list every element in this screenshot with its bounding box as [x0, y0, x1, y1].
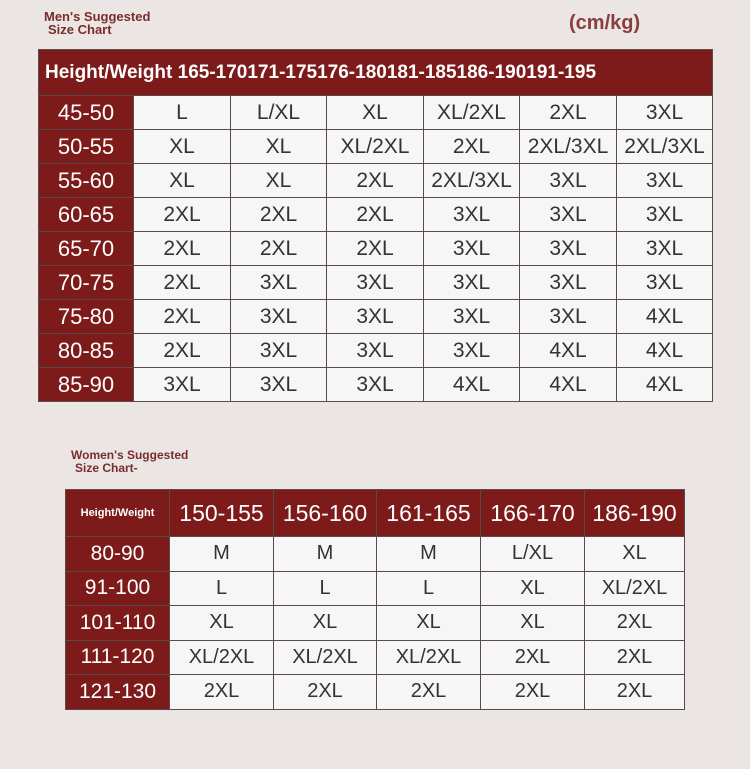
men-size-cell: 4XL	[520, 368, 617, 402]
women-size-cell: 2XL	[170, 675, 274, 710]
women-size-cell: 2XL	[585, 606, 685, 641]
men-table-row	[39, 232, 713, 266]
men-size-cell: 4XL	[617, 300, 713, 334]
men-table-row	[39, 130, 713, 164]
men-title-line2: Size Chart	[48, 22, 112, 37]
women-title-line1: Women's Suggested	[71, 448, 189, 462]
men-size-cell: 2XL	[520, 96, 617, 130]
women-table-row	[66, 537, 685, 572]
women-size-cell: L/XL	[481, 537, 585, 572]
women-size-cell: L	[377, 571, 481, 606]
women-size-cell: 2XL	[274, 675, 377, 710]
men-size-cell: 4XL	[520, 334, 617, 368]
men-size-cell: 3XL	[327, 334, 424, 368]
men-size-cell: 2XL	[327, 164, 424, 198]
men-size-cell: 3XL	[327, 368, 424, 402]
men-table-row	[39, 164, 713, 198]
men-size-cell: 3XL	[520, 198, 617, 232]
men-size-cell: 3XL	[520, 232, 617, 266]
men-size-cell: 2XL	[134, 232, 231, 266]
men-size-cell: 2XL	[134, 198, 231, 232]
men-size-cell: 3XL	[424, 266, 520, 300]
women-size-cell: 2XL	[481, 675, 585, 710]
women-size-cell: 2XL	[481, 640, 585, 675]
men-weight-label: 65-70	[39, 232, 134, 266]
men-table-row	[39, 266, 713, 300]
men-weight-label: 60-65	[39, 198, 134, 232]
men-size-cell: 2XL	[134, 300, 231, 334]
women-size-cell: M	[274, 537, 377, 572]
women-table-row	[66, 606, 685, 641]
men-size-cell: 3XL	[520, 300, 617, 334]
men-size-cell: 3XL	[231, 300, 327, 334]
men-weight-label: 80-85	[39, 334, 134, 368]
men-size-cell: 3XL	[424, 232, 520, 266]
men-size-cell: 2XL	[231, 232, 327, 266]
women-size-cell: XL	[585, 537, 685, 572]
men-size-cell: 2XL	[327, 198, 424, 232]
men-size-cell: 3XL	[231, 334, 327, 368]
men-size-cell: 3XL	[617, 232, 713, 266]
women-size-chart-title	[71, 449, 188, 475]
women-size-cell: XL/2XL	[274, 640, 377, 675]
women-size-cell: 2XL	[585, 675, 685, 710]
women-height-column-header: 150-155	[170, 490, 274, 537]
men-table-row	[39, 198, 713, 232]
men-size-cell: 3XL	[424, 198, 520, 232]
women-weight-label: 111-120	[66, 640, 170, 675]
men-table-row	[39, 96, 713, 130]
men-size-cell: 3XL	[327, 266, 424, 300]
men-size-cell: XL	[134, 130, 231, 164]
women-weight-label: 80-90	[66, 537, 170, 572]
women-size-cell: XL	[481, 571, 585, 606]
women-size-cell: 2XL	[377, 675, 481, 710]
men-weight-label: 70-75	[39, 266, 134, 300]
men-size-cell: 3XL	[617, 96, 713, 130]
men-size-cell: 4XL	[617, 368, 713, 402]
men-weight-label: 75-80	[39, 300, 134, 334]
men-size-cell: 3XL	[617, 198, 713, 232]
men-size-cell: XL	[231, 130, 327, 164]
men-size-cell: XL	[134, 164, 231, 198]
men-size-cell: 4XL	[617, 334, 713, 368]
men-size-cell: 2XL	[134, 334, 231, 368]
women-height-column-header: 156-160	[274, 490, 377, 537]
men-size-cell: 3XL	[520, 164, 617, 198]
men-table-row	[39, 368, 713, 402]
men-size-chart-title	[44, 10, 150, 36]
men-header-text: Height/Weight 165-170171-175176-180181-185186-190191-195	[39, 50, 713, 96]
men-size-cell: 3XL	[520, 266, 617, 300]
men-size-cell: 3XL	[617, 266, 713, 300]
men-size-cell: 2XL/3XL	[520, 130, 617, 164]
women-size-cell: XL	[377, 606, 481, 641]
men-size-cell: 3XL	[231, 368, 327, 402]
women-size-cell: XL/2XL	[170, 640, 274, 675]
women-size-cell: M	[170, 537, 274, 572]
women-table-row	[66, 675, 685, 710]
men-size-cell: XL	[327, 96, 424, 130]
men-size-table	[38, 49, 713, 402]
women-size-cell: L	[274, 571, 377, 606]
women-weight-label: 91-100	[66, 571, 170, 606]
women-height-column-header: 166-170	[481, 490, 585, 537]
men-size-cell: 3XL	[231, 266, 327, 300]
men-size-cell: 3XL	[134, 368, 231, 402]
men-size-cell: XL/2XL	[327, 130, 424, 164]
women-height-column-header: 186-190	[585, 490, 685, 537]
men-size-cell: 2XL	[134, 266, 231, 300]
women-size-cell: M	[377, 537, 481, 572]
men-title-line1: Men's Suggested	[44, 9, 151, 24]
men-size-cell: 2XL/3XL	[424, 164, 520, 198]
men-size-cell: 2XL	[424, 130, 520, 164]
women-size-cell: XL/2XL	[377, 640, 481, 675]
men-size-cell: 2XL/3XL	[617, 130, 713, 164]
men-table-row	[39, 334, 713, 368]
women-weight-label: 101-110	[66, 606, 170, 641]
men-weight-label: 45-50	[39, 96, 134, 130]
women-size-cell: XL/2XL	[585, 571, 685, 606]
women-table-row	[66, 571, 685, 606]
men-table-row	[39, 300, 713, 334]
men-size-cell: 3XL	[424, 300, 520, 334]
men-weight-label: 50-55	[39, 130, 134, 164]
men-size-cell: L/XL	[231, 96, 327, 130]
women-header-row	[66, 490, 685, 537]
women-size-cell: XL	[274, 606, 377, 641]
men-size-cell: 2XL	[231, 198, 327, 232]
women-corner-label: Height/Weight	[66, 490, 170, 537]
women-size-cell: XL	[170, 606, 274, 641]
men-size-cell: 3XL	[617, 164, 713, 198]
women-size-cell: 2XL	[585, 640, 685, 675]
men-size-cell: 3XL	[327, 300, 424, 334]
women-height-column-header: 161-165	[377, 490, 481, 537]
men-weight-label: 85-90	[39, 368, 134, 402]
men-weight-label: 55-60	[39, 164, 134, 198]
men-size-cell: XL	[231, 164, 327, 198]
men-size-cell: 3XL	[424, 334, 520, 368]
women-size-cell: XL	[481, 606, 585, 641]
men-size-cell: 2XL	[327, 232, 424, 266]
women-weight-label: 121-130	[66, 675, 170, 710]
men-size-cell: 4XL	[424, 368, 520, 402]
women-table-row	[66, 640, 685, 675]
men-size-cell: XL/2XL	[424, 96, 520, 130]
women-size-cell: L	[170, 571, 274, 606]
unit-label: (cm/kg)	[569, 12, 641, 34]
men-header-row	[39, 50, 713, 96]
women-title-line2: Size Chart-	[75, 461, 138, 475]
women-size-table	[65, 489, 685, 710]
men-size-cell: L	[134, 96, 231, 130]
